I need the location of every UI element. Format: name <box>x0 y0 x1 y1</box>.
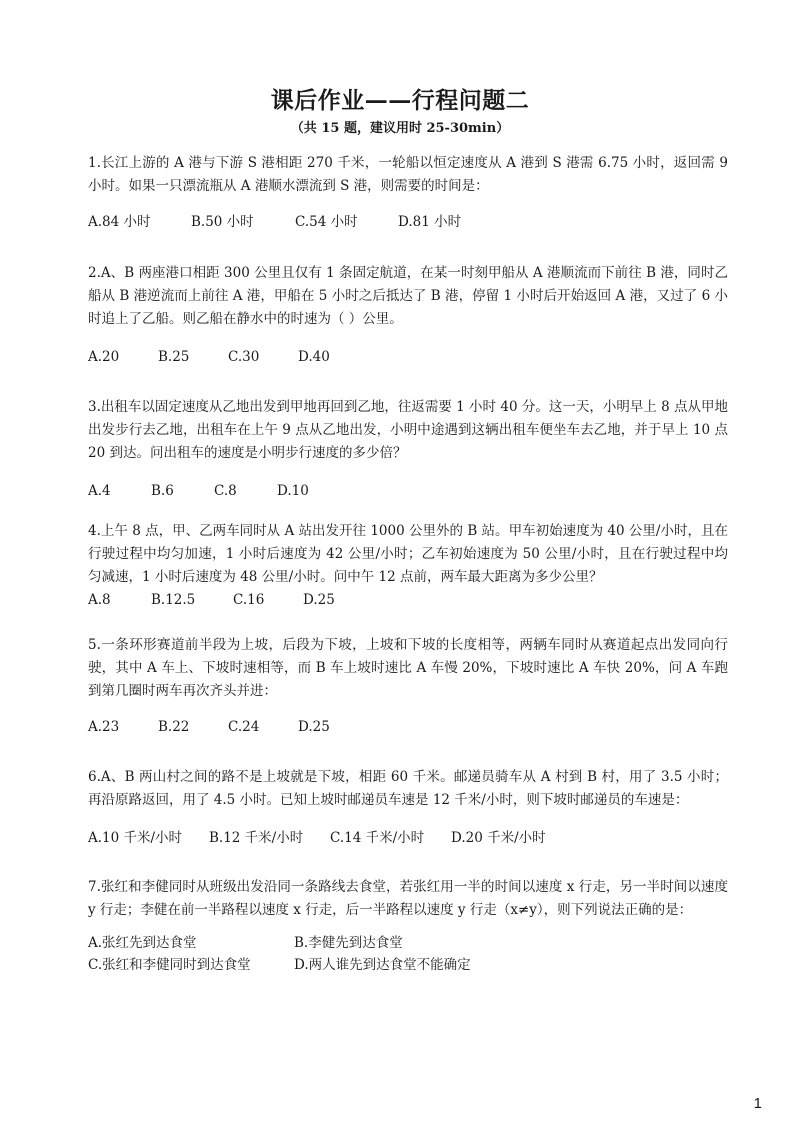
question-6 <box>88 766 728 849</box>
option-d: D.10 <box>277 483 309 499</box>
question-7 <box>88 876 728 976</box>
question-1-text: 1.长江上游的 A 港与下游 S 港相距 270 千米，一轮船以恒定速度从 A 港到 S 港需 6.75 小时，返回需 9 小时。如果一只漂流瓶从 A 港顺水漂流到 S 港，则需要的时间是： <box>88 155 728 194</box>
option-c: C.14 千米/小时 <box>330 830 425 846</box>
option-d: D.25 <box>298 719 330 735</box>
page-number: 1 <box>753 1095 762 1112</box>
option-d: D.81 小时 <box>398 214 462 230</box>
page-title: 课后作业——行程问题二 <box>270 87 530 114</box>
question-2-text: 2.A、B 两座港口相距 300 公里且仅有 1 条固定航道，在某一时刻甲船从 A 港顺流而下前往 B 港，同时乙船从 B 港逆流而上前往 A 港，甲船在 5 小时之后抵达了 B 港，停留 1 小时后开始返回 A 港，又过了 6 小时追上了乙船。则乙船在静水中的时速为（ ）公里。 <box>88 265 728 327</box>
option-c: C.24 <box>228 719 260 735</box>
question-4 <box>88 520 728 611</box>
question-7-options <box>88 932 728 976</box>
question-7-text: 7.张红和李健同时从班级出发沿同一条路线去食堂，若张红用一半的时间以速度 x 行走，另一半时间以速度 y 行走；李健在前一半路程以速度 x 行走，后一半路程以速度 y 行走（x≠y），则下列说法正确的是： <box>88 879 728 918</box>
option-b: B.12.5 <box>151 592 196 608</box>
option-b: B.12 千米/小时 <box>209 830 304 846</box>
option-b: B.李健先到达食堂 <box>294 935 403 951</box>
question-4-options <box>88 589 728 611</box>
options-row-1 <box>88 932 728 954</box>
option-c: C.54 小时 <box>295 214 358 230</box>
option-d: D.两人谁先到达食堂不能确定 <box>294 957 471 973</box>
option-b: B.25 <box>158 349 190 365</box>
option-d: D.25 <box>303 592 335 608</box>
question-6-text: 6.A、B 两山村之间的路不是上坡就是下坡，相距 60 千米。邮递员骑车从 A 村到 B 村，用了 3.5 小时；再沿原路返回，用了 4.5 小时。已知上坡时邮递员车速是 12 千米/小时，则下坡时邮递员的车速是： <box>88 769 728 808</box>
question-1 <box>88 152 728 233</box>
question-5-options <box>88 716 728 738</box>
option-a: A.张红先到达食堂 <box>88 935 197 951</box>
option-c: C.16 <box>233 592 265 608</box>
option-c: C.8 <box>214 483 237 499</box>
question-4-text: 4.上午 8 点，甲、乙两车同时从 A 站出发开往 1000 公里外的 B 站。甲车初始速度为 40 公里/小时，且在行驶过程中均匀加速，1 小时后速度为 42 公里/小时；乙车初始速度为 50 公里/小时，且在行驶过程中均匀减速，1 小时后速度为 48 公里/小时。问中午 12 点前，两车最大距离为多少公里？ <box>88 523 728 585</box>
page-subtitle: （共 15 题，建议用时 25-30min） <box>290 121 510 136</box>
question-5-text: 5.一条环形赛道前半段为上坡，后段为下坡，上坡和下坡的长度相等，两辆车同时从赛道起点出发同向行驶，其中 A 车上、下坡时速相等，而 B 车上坡时速比 A 车慢 20%，下坡时速比 A 车快 20%，问 A 车跑到第几圈时两车再次齐头并进： <box>88 637 728 699</box>
option-b: B.22 <box>158 719 190 735</box>
question-1-options <box>88 211 728 233</box>
option-d: D.20 千米/小时 <box>451 830 546 846</box>
option-c: C.30 <box>228 349 260 365</box>
option-b: B.50 小时 <box>191 214 254 230</box>
option-a: A.84 小时 <box>88 214 151 230</box>
option-a: A.10 千米/小时 <box>88 830 183 846</box>
option-a: A.23 <box>88 719 120 735</box>
question-2 <box>88 262 728 368</box>
question-2-options <box>88 346 728 368</box>
option-b: B.6 <box>151 483 174 499</box>
option-c: C.张红和李健同时到达食堂 <box>88 957 251 973</box>
option-d: D.40 <box>298 349 330 365</box>
option-a: A.4 <box>88 483 111 499</box>
question-6-options <box>88 827 728 849</box>
option-a: A.20 <box>88 349 120 365</box>
question-3-text: 3.出租车以固定速度从乙地出发到甲地再回到乙地，往返需要 1 小时 40 分。这一天，小明早上 8 点从甲地出发步行去乙地，出租车在上午 9 点从乙地出发，小明中途遇到这辆出租车便坐车去乙地，并于早上 10 点 20 到达。问出租车的速度是小明步行速度的多少倍？ <box>88 399 728 461</box>
question-3-options <box>88 480 728 502</box>
question-5 <box>88 634 728 738</box>
options-row-2 <box>88 954 728 976</box>
question-3 <box>88 396 728 502</box>
option-a: A.8 <box>88 592 111 608</box>
